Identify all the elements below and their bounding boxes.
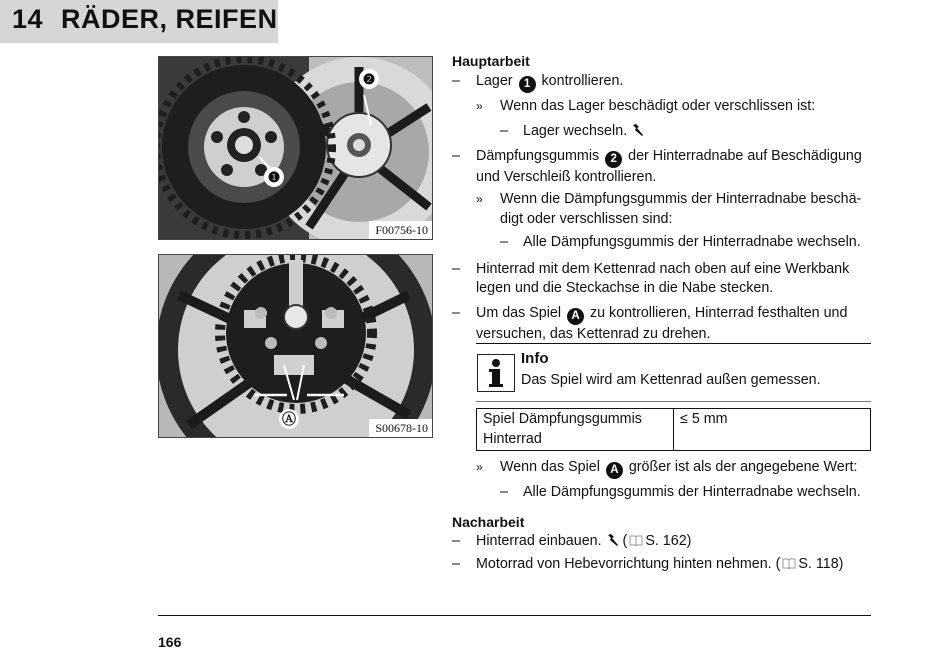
list-marker: – <box>452 72 460 89</box>
callout-symbol: A <box>606 462 623 479</box>
condition-marker: » <box>476 460 483 474</box>
book-reference-icon <box>782 558 796 569</box>
book-reference-icon <box>629 535 643 546</box>
condition-item <box>452 458 872 479</box>
chapter-number: 14 <box>12 4 44 34</box>
page-reference-link[interactable]: S. 118 <box>798 555 839 572</box>
info-box <box>476 343 871 402</box>
list-marker: – <box>452 533 460 549</box>
section-title-nacharbeit: Nacharbeit <box>452 513 525 530</box>
spec-label-line: Hinterrad <box>483 430 542 447</box>
list-marker: – <box>452 260 460 277</box>
spec-value: ≤ 5 mm <box>674 409 871 451</box>
page-reference-link[interactable]: S. 162 <box>645 533 687 549</box>
step-text: Um das Spiel <box>476 304 565 321</box>
figure-id: F00756-10 <box>369 221 432 239</box>
chapter-header <box>0 0 278 43</box>
section-title-hauptarbeit: Hauptarbeit <box>452 53 530 69</box>
chapter-title: RÄDER, REIFEN <box>61 4 278 34</box>
hub-bearing-illustration <box>159 57 432 239</box>
page-number: 166 <box>158 634 182 650</box>
callout-symbol: 2 <box>605 151 622 168</box>
info-title: Info <box>521 350 549 367</box>
callout-symbol: A <box>567 308 584 325</box>
step-item: – Motorrad von Hebevorrichtung hinten nehmen. ( S. 118) <box>452 555 872 575</box>
list-marker: – <box>500 484 508 500</box>
step-text: kontrollieren. <box>537 72 624 89</box>
step-text: versuchen, das Kettenrad zu drehen. <box>476 325 711 342</box>
chapter-heading <box>12 4 278 35</box>
action-item <box>452 233 872 253</box>
list-marker: – <box>452 304 460 321</box>
condition-text: Wenn die Dämpfungsgummis der Hinterradnabe beschä- <box>500 191 862 207</box>
step-text: Hinterrad mit dem Kettenrad nach oben auf eine Werkbank <box>476 260 850 277</box>
callout-symbol: 1 <box>519 76 536 93</box>
condition-marker: » <box>476 192 483 206</box>
spec-table <box>476 408 871 451</box>
footer-divider <box>158 615 871 616</box>
figure-hub-bearing-photo <box>158 56 433 240</box>
condition-text: größer ist als der angegebene Wert: <box>624 459 858 475</box>
sprocket-play-illustration <box>159 255 432 437</box>
step-text: und Verschleiß kontrollieren. <box>476 168 657 185</box>
list-marker: – <box>452 147 460 164</box>
step-item <box>452 147 872 188</box>
step-text: Motorrad von Hebevorrichtung hinten nehmen. <box>476 555 772 572</box>
table-row <box>477 409 871 451</box>
action-text: Alle Dämpfungsgummis der Hinterradnabe wechseln. <box>523 234 861 250</box>
list-marker: – <box>452 555 460 572</box>
step-text: Dämpfungsgummis <box>476 147 604 164</box>
step-item <box>452 304 872 345</box>
condition-text: Wenn das Spiel <box>500 459 604 475</box>
after-table-steps <box>452 458 872 574</box>
step-text: legen und die Steckachse in die Nabe stecken. <box>476 280 774 296</box>
step-item <box>452 72 872 93</box>
spec-label <box>477 409 674 451</box>
step-text: der Hinterradnabe auf Beschädigung <box>624 147 862 164</box>
step-item <box>452 260 872 299</box>
wrench-icon <box>606 534 619 547</box>
step-item: – Hinterrad einbauen. ( S. 162) <box>452 532 872 552</box>
callout-a: Ⓐ <box>282 411 296 427</box>
work-steps <box>452 52 872 344</box>
wrench-icon <box>631 124 644 137</box>
info-text: Das Spiel wird am Kettenrad außen gemessen. <box>521 372 821 388</box>
figure-id: S00678-10 <box>369 419 432 437</box>
action-item <box>452 483 872 503</box>
condition-text: Wenn das Lager beschädigt oder verschlissen ist: <box>500 97 816 114</box>
list-marker: – <box>500 234 508 250</box>
info-icon <box>477 354 515 392</box>
condition-item <box>452 190 872 229</box>
callout-1: ❶ <box>267 169 281 185</box>
step-text: Hinterrad einbauen. <box>476 533 602 549</box>
step-text: zu kontrollieren, Hinterrad festhalten und <box>586 304 848 321</box>
condition-text: digt oder verschlissen sind: <box>500 210 673 227</box>
action-item <box>452 122 872 142</box>
figure-sprocket-play-photo <box>158 254 433 438</box>
condition-marker: » <box>476 98 483 113</box>
action-text: Alle Dämpfungsgummis der Hinterradnabe wechseln. <box>523 484 861 500</box>
action-text: Lager wechseln. <box>523 123 628 139</box>
condition-item <box>452 97 872 117</box>
spec-label-line: Spiel Dämpfungsgummis <box>483 411 642 427</box>
step-text: Lager <box>476 72 517 89</box>
list-marker: – <box>500 123 508 139</box>
callout-2: ❷ <box>362 71 376 87</box>
